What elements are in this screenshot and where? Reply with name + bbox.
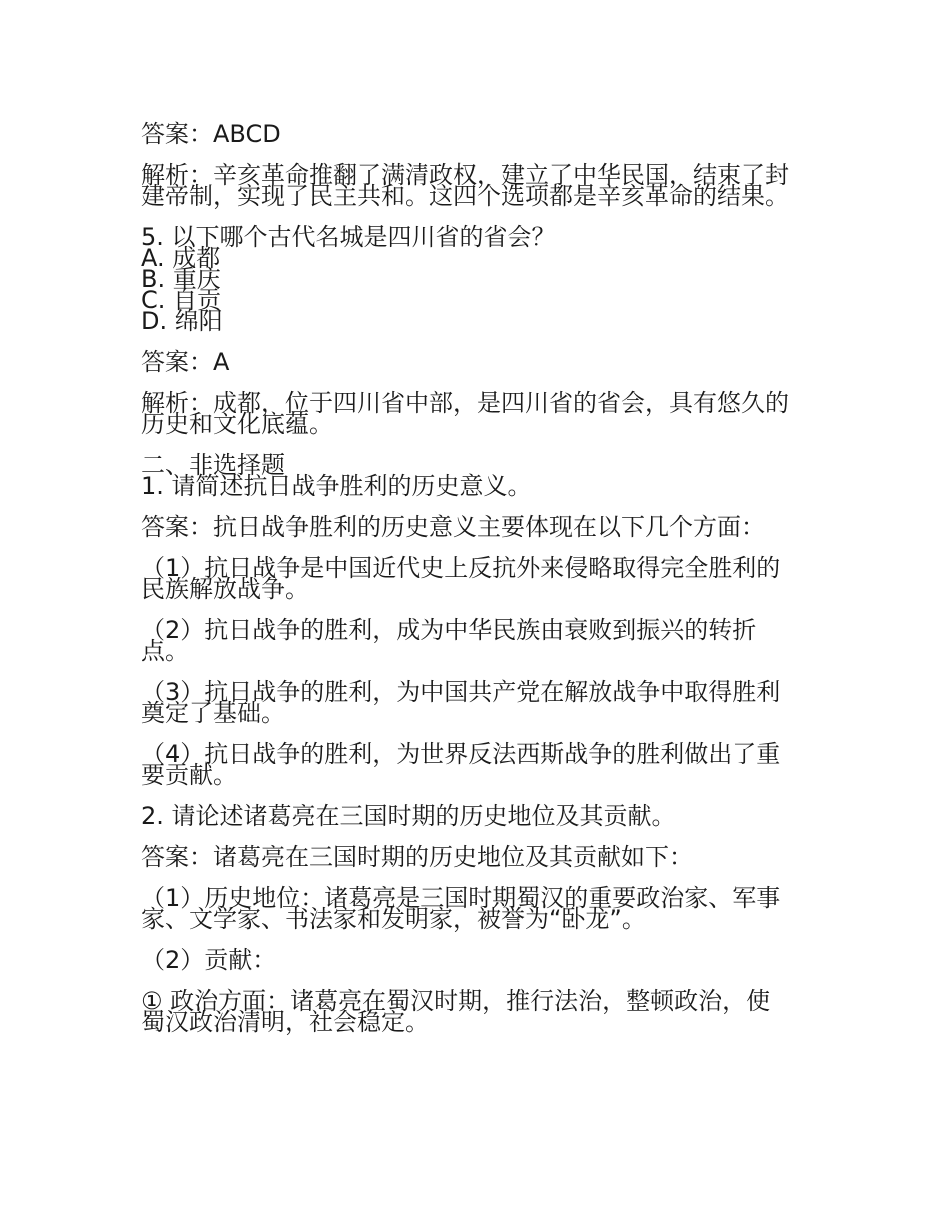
q5-option-a: A. 成都 [141, 244, 221, 272]
q5-question: 5. 以下哪个古代名城是四川省的省会？ [141, 223, 556, 251]
n2-politics-line: 蜀汉政治清明，社会稳定。 [141, 1008, 429, 1036]
section-heading: 二、非选择题 [141, 451, 285, 479]
n2-politics [141, 987, 821, 1036]
n2-point-1 [141, 884, 821, 933]
n1-point-3-line: 奠定了基础。 [141, 699, 285, 727]
q5-answer: 答案：A [141, 348, 230, 376]
n1-answer-intro: 答案：抗日战争胜利的历史意义主要体现在以下几个方面： [141, 513, 765, 541]
q4-answer: 答案：ABCD [141, 120, 281, 148]
n1-point-3-line: （3）抗日战争的胜利，为中国共产党在解放战争中取得胜利 [141, 678, 781, 706]
document-page [141, 120, 821, 1036]
n1-point-3 [141, 678, 821, 727]
q5-explanation [141, 389, 821, 438]
q5-explanation-line: 历史和文化底蕴。 [141, 410, 333, 438]
n1-point-4-line: （4）抗日战争的胜利，为世界反法西斯战争的胜利做出了重 [141, 740, 781, 768]
n1-point-1-line: （1）抗日战争是中国近代史上反抗外来侵略取得完全胜利的 [141, 554, 781, 582]
q5-explanation-line: 解析：成都，位于四川省中部，是四川省的省会，具有悠久的 [141, 389, 789, 417]
q4-explanation-line: 解析：辛亥革命推翻了满清政权，建立了中华民国，结束了封 [141, 161, 789, 189]
q5-option-d: D. 绵阳 [141, 307, 223, 335]
n1-point-2-line: 点。 [141, 637, 189, 665]
n1-point-4 [141, 740, 821, 789]
n2-politics-line: ① 政治方面：诸葛亮在蜀汉时期，推行法治，整顿政治，使 [141, 987, 771, 1015]
q5-option-c: C. 自贡 [141, 286, 222, 314]
n2-question: 2. 请论述诸葛亮在三国时期的历史地位及其贡献。 [141, 802, 676, 830]
n1-point-1 [141, 554, 821, 603]
n1-point-2 [141, 616, 821, 665]
q5-options [141, 244, 821, 335]
n2-answer-intro: 答案：诸葛亮在三国时期的历史地位及其贡献如下： [141, 843, 693, 871]
n1-point-4-line: 要贡献。 [141, 761, 237, 789]
q4-explanation [141, 161, 821, 210]
n1-question: 1. 请简述抗日战争胜利的历史意义。 [141, 472, 532, 500]
n1-point-1-line: 民族解放战争。 [141, 575, 309, 603]
n2-point-1-line: 家、文学家、书法家和发明家，被誉为“卧龙”。 [141, 905, 646, 933]
n2-point-1-line: （1）历史地位：诸葛亮是三国时期蜀汉的重要政治家、军事 [141, 884, 781, 912]
q5-option-b: B. 重庆 [141, 265, 221, 293]
n1-point-2-line: （2）抗日战争的胜利，成为中华民族由衰败到振兴的转折 [141, 616, 757, 644]
q4-explanation-line: 建帝制，实现了民主共和。这四个选项都是辛亥革命的结果。 [141, 182, 789, 210]
n2-point-2: （2）贡献： [141, 946, 277, 974]
